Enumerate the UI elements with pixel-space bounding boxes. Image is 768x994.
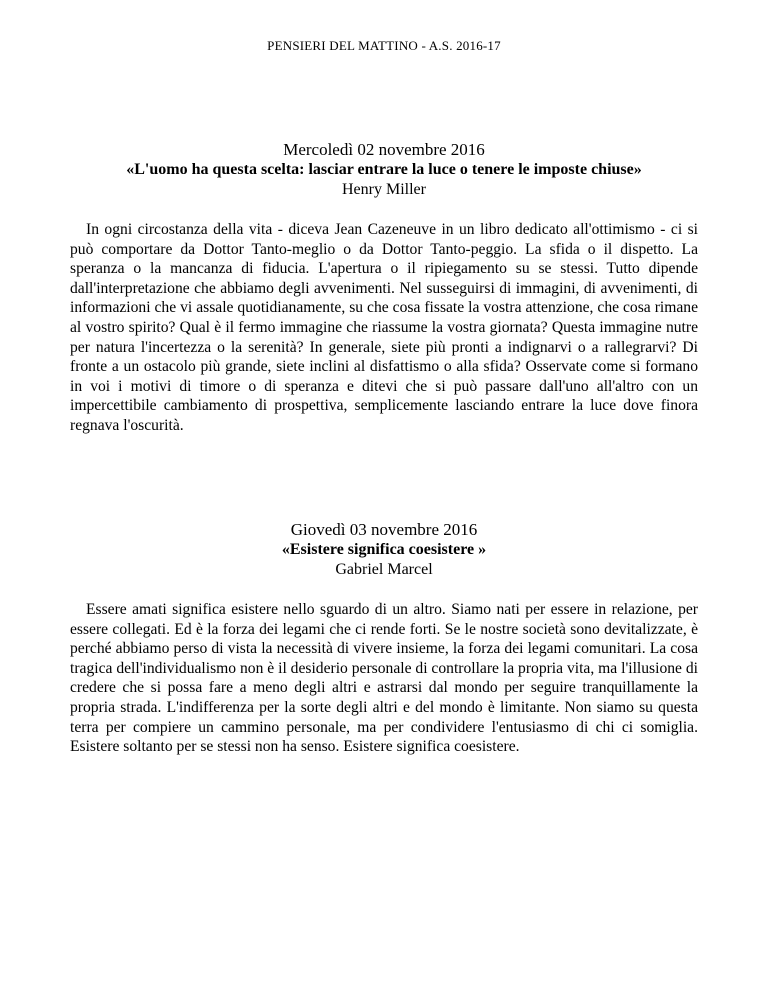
- entry-date: Giovedì 03 novembre 2016: [290, 520, 478, 539]
- entry-body: In ogni circostanza della vita - diceva Jean Cazeneuve in un libro dedicato all'ottimismo - ci si può comportare da Dottor Tanto-meglio o da Dottor Tanto-peggio. La sfida o il dispetto. La speranza o la mancanza di fiducia. L'apertura o il ripiegamento su se stessi. Tutto dipende dall'interpretazione che abbiamo degli avvenimenti. Nel susseguirsi di immagini, di avvenimenti, di informazioni che vi assale quotidianamente, su che cosa fissate la vostra attenzione, che cosa rimane al vostro spirito? Qual è il fermo immagine che riassume la vostra giornata? Questa immagine nutre per natura l'incertezza o la serenità? In generale, siete più pronti a indignarvi o a rallegrarvi? Di fronte a un ostacolo più grande, siete inclini al disfattismo o alla sfida? Osservate come si formano in voi i motivi di timore o di speranza e ditevi che si può passare dall'uno all'altro con un impercettibile cambiamento di prospettiva, semplicemente lasciando entrare la luce dove finora regnava l'oscurità.: [70, 221, 698, 434]
- entry-2016-11-02: [70, 140, 698, 451]
- entry-quote: «L'uomo ha questa scelta: lasciar entrare la luce o tenere le imposte chiuse»: [126, 161, 642, 178]
- entry-author: Henry Miller: [342, 181, 426, 198]
- entry-heading: [70, 520, 698, 580]
- entry-heading: [70, 140, 698, 200]
- entry-quote: «Esistere significa coesistere »: [281, 541, 487, 558]
- entry-body: Essere amati significa esistere nello sguardo di un altro. Siamo nati per essere in relazione, per essere collegati. Ed è la forza dei legami che ci rende forti. Se le nostre società sono devitalizzate, è perché abbiamo perso di vista la necessità di vivere insieme, la forza dei legami comunitari. La cosa tragica dell'individualismo non è il desiderio personale di controllare la propria vita, ma l'illusione di credere che si possa fare a meno degli altri e astrarsi dal mondo per seguire tranquillamente la propria strada. L'indifferenza per la sorte degli altri e del mondo è limitante. Non siamo su questa terra per compiere un cammino personale, ma per condividere l'entusiasmo di chi ci somiglia. Esistere soltanto per se stessi non ha senso. Esistere significa coesistere.: [70, 601, 698, 756]
- running-header: PENSIERI DEL MATTINO - A.S. 2016-17: [267, 38, 501, 53]
- entry-2016-11-03: [70, 520, 698, 772]
- entry-date: Mercoledì 02 novembre 2016: [283, 140, 485, 159]
- entry-author: Gabriel Marcel: [335, 561, 433, 578]
